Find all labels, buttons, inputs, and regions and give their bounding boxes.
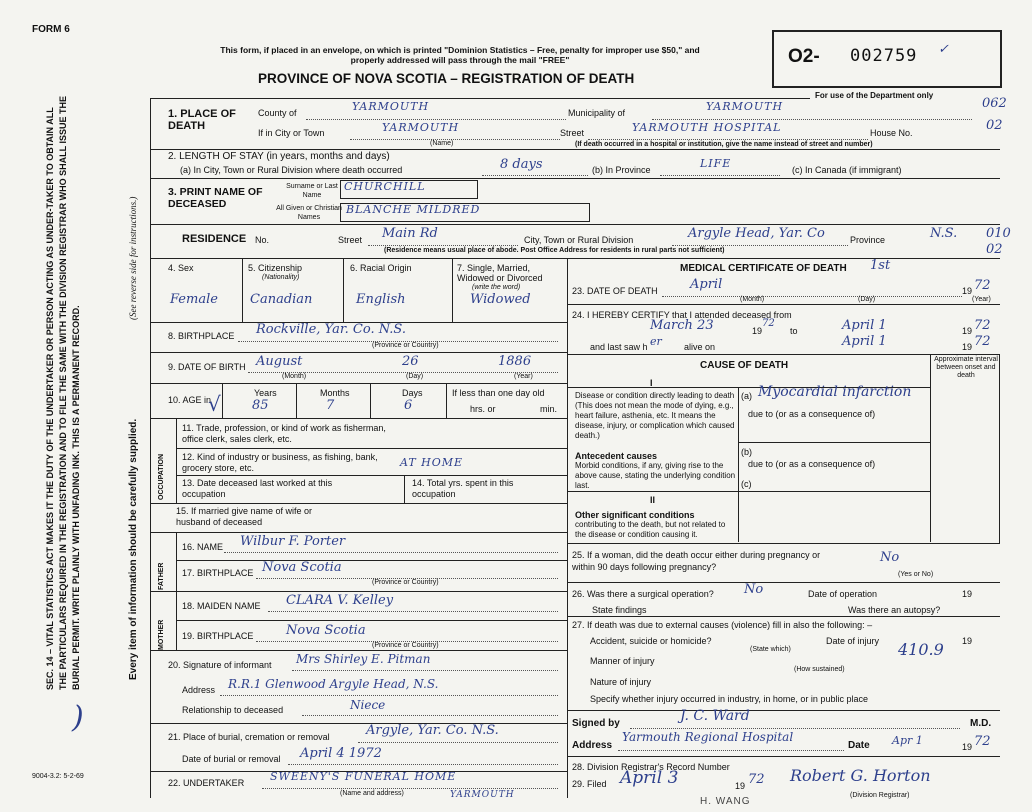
residence-city-value: Argyle Head, Yar. Co	[688, 226, 825, 241]
q14-label: 14. Total yrs. spent in this occupation	[412, 478, 514, 499]
stay-c-label: (c) In Canada (if immigrant)	[792, 165, 902, 175]
citizenship-value: Canadian	[250, 292, 313, 307]
residence-city-label: City, Town or Rural Division	[524, 235, 634, 245]
stay-b-value: LIFE	[700, 157, 732, 170]
residence-province-label: Province	[850, 235, 886, 245]
informant-address-label: Address	[182, 685, 216, 695]
signed-by-label: Signed by	[572, 718, 620, 729]
citizenship-label: 5. Citizenship	[248, 263, 303, 273]
stay-a-label: (a) In City, Town or Rural Division where death occurred	[180, 165, 403, 175]
name-hint: (Name)	[430, 140, 454, 147]
informant-label: 20. Signature of informant	[168, 660, 272, 670]
undertaker-value-2: YARMOUTH	[450, 790, 515, 800]
hospital-note: (If death occurred in a hospital or institution, give the name instead of street and number)	[575, 141, 873, 148]
birthplace-label: 8. BIRTHPLACE	[168, 331, 235, 341]
racial-value: English	[356, 292, 406, 307]
q25-label: 25. If a woman, did the death occur either during pregnancy or within 90 days following pregnancy?	[572, 550, 821, 572]
medical-title: MEDICAL CERTIFICATE OF DEATH	[680, 263, 847, 274]
other-conditions-label: Other significant conditions	[575, 510, 695, 520]
racial-label: 6. Racial Origin	[350, 263, 412, 273]
mother-maiden-value: CLARA V. Kelley	[286, 593, 394, 608]
page-title: PROVINCE OF NOVA SCOTIA – REGISTRATION OF DEATH	[258, 71, 635, 86]
undertaker-value: SWEENY'S FUNERAL HOME	[270, 770, 457, 783]
city-label: If in City or Town	[258, 128, 325, 138]
q25-value: No	[880, 550, 900, 565]
direct-cause-value: Myocardial infarction	[758, 384, 912, 400]
city-value: YARMOUTH	[382, 121, 460, 134]
q11-label: 11. Trade, profession, or kind of work as fisherman, office clerk, sales clerk, etc.	[182, 423, 386, 444]
relationship-value: Niece	[350, 698, 386, 712]
age-years: 85	[252, 398, 269, 413]
coded-cause: 410.9	[898, 640, 944, 659]
certificate-date: Apr 1	[892, 734, 923, 747]
q13-label: 13. Date deceased last worked at this occupation	[182, 478, 333, 499]
residence-street-value: Main Rd	[382, 226, 438, 241]
residence-province-value: N.S.	[930, 226, 958, 241]
q23-label: 23. DATE OF DEATH	[572, 286, 658, 296]
burial-place: Argyle, Yar. Co. N.S.	[366, 723, 499, 738]
q24-label: 24. I HEREBY CERTIFY that I attended deceased from	[572, 310, 792, 320]
informant-signature: Mrs Shirley E. Pitman	[296, 652, 431, 666]
burial-label: 21. Place of burial, cremation or removal	[168, 732, 330, 742]
municipality-value: YARMOUTH	[706, 100, 784, 113]
side-reverse-text: (See reverse side for instructions.)	[128, 196, 138, 320]
attended-from: March 23	[650, 318, 714, 333]
registrar-stamp: H. WANG	[700, 796, 751, 807]
dob-year: 1886	[498, 354, 532, 369]
county-label: County of	[258, 108, 297, 118]
side-law-text: SEC. 14 – VITAL STATISTICS ACT MAKES IT THE DUTY OF THE UNDERTAKER OR PERSON ACTING AS UNDER-TAKER TO OBTAIN ALL THE PARTICULARS REQUIRED IN THE REGISTRATION AND TO FILE THE SAME WITH THE DIVISION REGISTRAR WHO SHALL ISSUE THE BURIAL PERMIT. WRITE PLAINLY WITH UNFADING INK. THIS IS A PERMANENT RECORD.	[45, 95, 81, 690]
q27-label: 27. If death was due to external causes (violence) fill in also the following: –	[572, 620, 873, 630]
burial-date: April 4 1972	[300, 746, 382, 761]
dept-code-2: 02	[986, 118, 1003, 133]
birthplace-hint: (Province or Country)	[372, 342, 439, 349]
filed-date: April 3	[620, 768, 679, 788]
municipality-label: Municipality of	[568, 108, 626, 118]
physician-address-label: Address	[572, 740, 613, 751]
physician-address: Yarmouth Regional Hospital	[622, 730, 794, 744]
interval-label: Approximate interval between onset and death	[934, 356, 998, 379]
given-label: All Given or Christian Names	[276, 205, 342, 221]
dob-day: 26	[402, 354, 419, 369]
father-birthplace-value: Nova Scotia	[262, 560, 342, 575]
undertaker-label: 22. UNDERTAKER	[168, 778, 245, 788]
attended-to: April 1	[842, 318, 887, 333]
father-name-value: Wilbur F. Porter	[240, 534, 346, 549]
q28-label: 28. Division Registrar's Record Number	[572, 762, 730, 772]
mother-side-label: MOTHER	[158, 619, 165, 650]
father-birthplace-label: 17. BIRTHPLACE	[182, 568, 254, 578]
informant-address: R.R.1 Glenwood Argyle Head, N.S.	[228, 677, 439, 691]
dept-code-1: 062	[982, 96, 1007, 111]
dept-code-3: 010	[986, 226, 1011, 241]
deceased-label: 3. PRINT NAME OF DECEASED	[168, 186, 263, 210]
sex-label: 4. Sex	[168, 263, 194, 273]
father-name-label: 16. NAME	[182, 542, 224, 552]
age-label: 10. AGE in	[168, 395, 212, 405]
q12-label: 12. Kind of industry or business, as fishing, bank, grocery store, etc.	[182, 452, 378, 473]
form-id: FORM 6	[32, 24, 70, 35]
marital-label: 7. Single, Married, Widowed or Divorced	[457, 263, 543, 283]
dob-label: 9. DATE OF BIRTH	[168, 362, 246, 372]
antecedent-label: Antecedent causes	[575, 451, 658, 461]
q12-value: AT HOME	[400, 456, 464, 469]
stay-b-label: (b) In Province	[592, 165, 651, 175]
residence-street-label: Street	[338, 235, 363, 245]
mother-birthplace-value: Nova Scotia	[286, 623, 366, 638]
death-day-value: 1st	[870, 258, 891, 273]
marital-value: Widowed	[470, 292, 531, 307]
age-check: √	[208, 392, 221, 416]
death-month-value: April	[690, 277, 723, 292]
citizenship-hint: (Nationality)	[262, 274, 300, 281]
residence-label: RESIDENCE	[182, 233, 247, 245]
length-of-stay-label: 2. LENGTH OF STAY (in years, months and days)	[168, 151, 390, 162]
county-value: YARMOUTH	[352, 100, 430, 113]
relationship-label: Relationship to deceased	[182, 705, 284, 715]
q29-label: 29. Filed	[572, 779, 607, 789]
mother-maiden-label: 18. MAIDEN NAME	[182, 601, 261, 611]
house-label: House No.	[870, 128, 913, 138]
reg-number: 002759	[850, 46, 918, 66]
reg-prefix: O2-	[788, 46, 820, 67]
street-value: YARMOUTH HOSPITAL	[632, 121, 782, 134]
occupation-side-label: OCCUPATION	[158, 453, 165, 500]
cause-title: CAUSE OF DEATH	[700, 360, 789, 371]
death-year-value: 72	[974, 278, 991, 293]
side-info-text: Every item of information should be carefully supplied.	[128, 418, 139, 680]
spouse-label: 15. If married give name of wife or husband of deceased	[176, 506, 313, 527]
sex-value: Female	[170, 292, 218, 307]
physician-signature: J. C. Ward	[680, 708, 750, 724]
left-border	[150, 98, 151, 798]
mother-birthplace-label: 19. BIRTHPLACE	[182, 631, 254, 641]
registrar-signature: Robert G. Horton	[790, 766, 931, 785]
dept-code-4: 02	[986, 242, 1003, 257]
surname-label: Surname or Last Name	[286, 183, 338, 199]
stay-a-value: 8 days	[500, 157, 543, 172]
footer-code: 9004-3.2: 5-2-69	[32, 773, 84, 780]
father-side-label: FATHER	[158, 562, 165, 590]
age-months: 7	[326, 398, 335, 413]
given-value: BLANCHE MILDRED	[346, 203, 481, 216]
street-label: Street	[560, 128, 585, 138]
residence-note: (Residence means usual place of abode. Post Office Address for residents in rural parts not sufficient)	[384, 247, 725, 254]
dob-month: August	[256, 354, 303, 369]
q26-value: No	[744, 582, 764, 597]
mail-notice: This form, if placed in an envelope, on which is printed "Dominion Statistics – Free, penalty for improper use $50," and properly addressed will pass through the mail "FREE"	[220, 45, 700, 65]
surname-value: CHURCHILL	[344, 180, 426, 193]
marital-hint: (write the word)	[472, 284, 521, 291]
residence-no-label: No.	[255, 235, 270, 245]
place-of-death-label: 1. PLACE OF DEATH	[168, 108, 236, 132]
burial-date-label: Date of burial or removal	[182, 754, 281, 764]
check-mark: ✓	[938, 42, 949, 57]
dept-use-label: For use of the Department only	[815, 91, 934, 100]
birthplace-value: Rockville, Yar. Co. N.S.	[256, 322, 406, 337]
last-seen-alive: April 1	[842, 334, 887, 349]
age-days: 6	[404, 398, 413, 413]
margin-mark: )	[72, 700, 84, 735]
q26-label: 26. Was there a surgical operation?	[572, 589, 714, 599]
direct-cause-label: Disease or condition directly leading to death (This does not mean the mode of dying, e.g., heart failure, asthenia, etc. It means the disease, injury, or complication which caused death.)	[575, 391, 735, 440]
